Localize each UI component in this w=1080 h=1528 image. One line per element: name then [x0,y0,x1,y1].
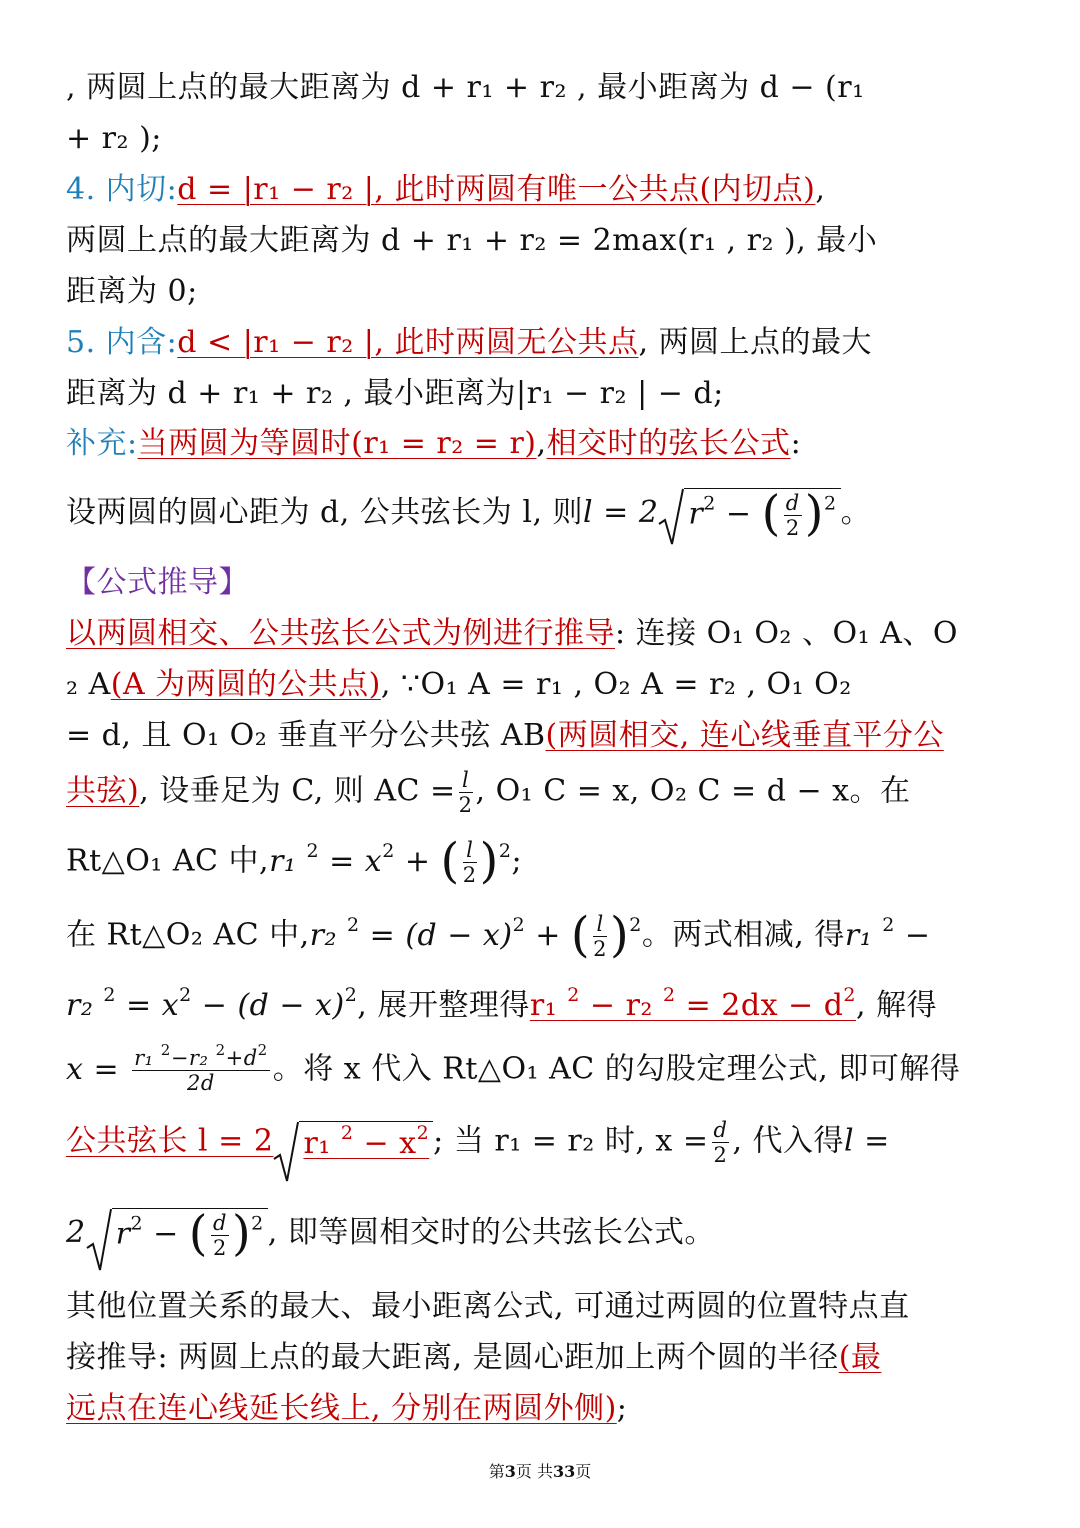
sqrt-sign-icon [273,1121,299,1183]
formula-d-over-2: $\frac{d}{2}$ [713,1118,728,1167]
text-line-23: 远点在连心线延长线上, 分别在两圆外侧); [66,1391,628,1426]
sqrt-sign-icon [86,1208,112,1272]
text-line-1: , 两圆上点的最大距离为 d + r₁ + r₂ , 最小距离为 d − (r₁ [66,70,865,105]
formula-expanded: r₁ $^2$ − r₂ $^2 = 2dx - d^2$ [529,984,857,1023]
derivation-line-4: 共弦), 设垂足为 C, 则 AC = $\frac{l}{2}$ , O₁ C = x, O₂ C = d − x。在 [66,768,911,817]
derivation-line-7: r₂ $^2 = x^2 - (d - x)^2$, 展开整理得r₁ $^2$ − r₂ $^2 = 2dx - d^2$, 解得 [66,984,938,1023]
text-line-2: + r₂ ); [66,121,162,156]
derivation-line-8: x = $\frac{r_1 ^2-r_2 ^2+d^2}{2d}$ 。将 x 代入 Rt△O₁ AC 的勾股定理公式, 即可解得 [66,1041,961,1095]
chord-length-formula-line: 设两圆的圆心距为 d, 公共弦长为 l, 则l = 2 $r^2$ − ( $\frac{d}{2}$ )$^2$ 。 [66,488,1026,548]
text-line-5: 距离为 0; [66,274,198,309]
page-footer: 第3页 共33页 [488,1462,592,1481]
derivation-line-6: 在 Rt△O₂ AC 中,r₂ $^2 = (d - x)^2$ + ( $\frac{l}{2}$ )$^2$。两式相减, 得r₁ $^2$ − [66,906,931,963]
derivation-line-10: 2 $r^2$ − ( $\frac{d}{2}$ )$^2$ , 即等圆相交时的公共弦长公式。 [66,1208,1026,1272]
derivation-line-2: ₂ A(A 为两圆的公共点), ∵O₁ A = r₁ , O₂ A = r₂ , O₁ O₂ [66,667,852,702]
sqrt-sign-icon [658,488,684,548]
text-line-22: 接推导: 两圆上点的最大距离, 是圆心距加上两个圆的半径(最 [66,1340,882,1375]
supplement-line: 补充:当两圆为等圆时(r₁ = r₂ = r),相交时的弦长公式: [66,426,802,461]
derivation-line-9: 公共弦长 l = 2 r₁ $^2 - x^2$ ; 当 r₁ = r₂ 时, x = $\frac{d}{2}$ , 代入得l = [66,1118,1026,1182]
item-5-contained: 5. 内含:d < |r₁ − r₂ |, 此时两圆无公共点, 两圆上点的最大 [66,325,873,360]
derivation-line-3: = d, 且 O₁ O₂ 垂直平分公共弦 AB(两圆相交, 连心线垂直平分公 [66,718,944,753]
formula-r1-squared: r₁ $^2 = x^2$ + ( $\frac{l}{2}$ )$^2$ [269,832,512,889]
formula-subtraction: r₂ $^2 = x^2 - (d - x)^2$ [66,984,358,1023]
derivation-line-1: 以两圆相交、公共弦长公式为例进行推导: 连接 O₁ O₂ 、O₁ A、O [66,616,958,651]
formula-chord-root: r₁ $^2 - x^2$ [273,1121,433,1164]
text-line-21: 其他位置关系的最大、最小距离公式, 可通过两圆的位置特点直 [66,1289,910,1324]
text-line-4: 两圆上点的最大距离为 d + r₁ + r₂ = 2max(r₁ , r₂ ), 最小 [66,223,878,258]
derivation-line-5: Rt△O₁ AC 中,r₁ $^2 = x^2$ + ( $\frac{l}{2}$ )$^2$; [66,832,523,889]
formula-x-solution: x = $\frac{r_1 ^2-r_2 ^2+d^2}{2d}$ [66,1041,268,1095]
section-title-derivation: 【公式推导】 [66,565,249,600]
item-4-internal-tangent: 4. 内切:d = |r₁ − r₂ |, 此时两圆有唯一公共点(内切点), [66,172,826,207]
text-line-7: 距离为 d + r₁ + r₂ , 最小距离为|r₁ − r₂ | − d; [66,376,724,411]
formula-equal-circle-chord: 2 $r^2$ − ( $\frac{d}{2}$ )$^2$ [66,1215,268,1250]
formula-l-over-2: $\frac{l}{2}$ [458,768,473,817]
formula-chord-length: l = 2 $r^2$ − ( $\frac{d}{2}$ )$^2$ [583,495,841,530]
formula-r2-squared: r₂ $^2 = (d - x)^2$ + ( $\frac{l}{2}$ )$^2$ [309,906,642,963]
